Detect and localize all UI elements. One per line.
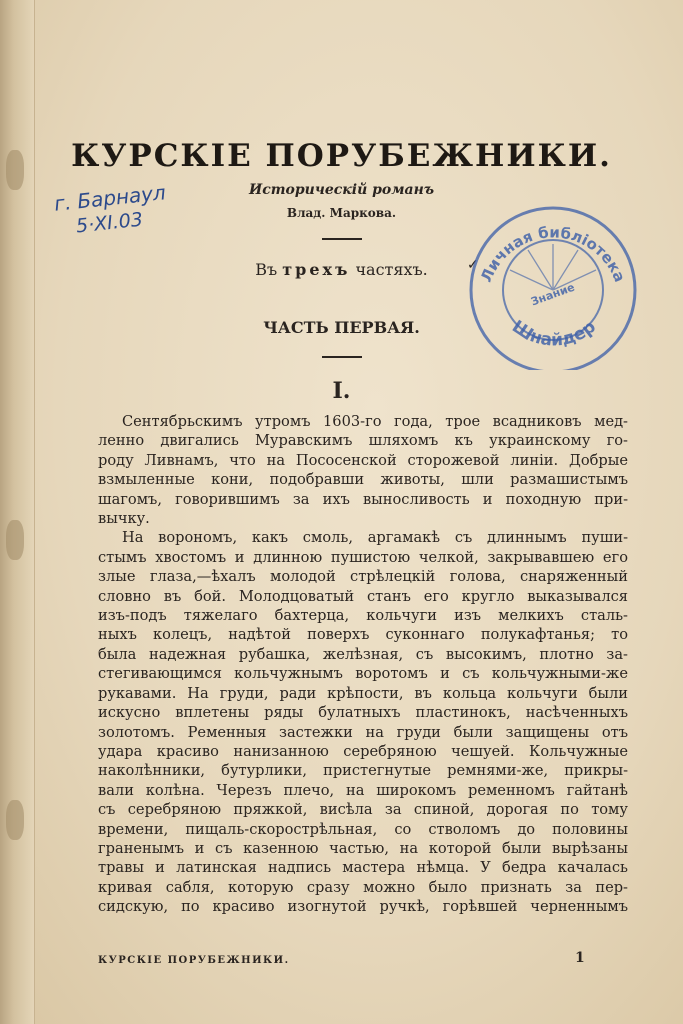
text-line: ныхъ колецъ, надѣтой поверхъ суконнаго полукафтанья; то	[98, 626, 628, 644]
book-subtitle: Историческій романъ	[248, 182, 435, 198]
text-line: стегивающимся кольчужнымъ воротомъ и съ кольчужными-же	[98, 665, 628, 683]
page-number: 1	[575, 950, 585, 966]
book-author: Влад. Маркова.	[286, 206, 397, 220]
text-line: взмыленные кони, подобравши животы, шли размашистымъ	[98, 471, 628, 489]
stamp-top-text: Личная библiотека	[477, 223, 629, 285]
spine-tear	[6, 800, 24, 840]
parts-suffix: частяхъ.	[355, 260, 428, 279]
text-line: стымъ хвостомъ и длинною пушистою челкой, закрывавшею его	[98, 548, 628, 566]
part-heading: ЧАСТЬ ПЕРВАЯ.	[263, 318, 420, 337]
text-line: граненымъ и съ казенною частью, на которой были вырѣзаны	[98, 839, 628, 857]
text-line: наколѣнники, бутурлики, пристегнутые ремнями-же, прикры-	[98, 762, 628, 780]
text-line: золотомъ. Ременныя застежки на груди были защищены отъ	[98, 723, 628, 741]
text-line: ленно двигались Муравскимъ шляхомъ къ украинскому го-	[98, 432, 628, 450]
parts-spaced-word: трехъ	[282, 260, 351, 279]
text-line: злые глаза,—ѣхалъ молодой стрѣлецкій голова, снаряженный	[98, 568, 628, 586]
chapter-number: I.	[332, 378, 351, 404]
text-line: удара красиво нанизанною серебряною чешуей. Кольчужные	[98, 742, 628, 760]
handwritten-place: г. Барнаул	[53, 180, 167, 216]
running-footer: КУРСКІЕ ПОРУБЕЖНИКИ.	[98, 955, 290, 966]
text-line: словно въ бой. Молодцоватый станъ его кругло выказывался	[98, 587, 628, 605]
text-line: кривая сабля, которую сразу можно было признать за пер-	[98, 878, 628, 896]
text-line: сидскую, по красиво изогнутой ручкѣ, горѣвшей черненнымъ	[98, 898, 628, 916]
library-stamp	[458, 200, 648, 370]
text-line: была надежная рубашка, желѣзная, съ высокимъ, плотно за-	[98, 645, 628, 663]
divider-rule	[322, 356, 362, 358]
book-title: КУРСКІЕ ПОРУБЕЖНИКИ.	[71, 138, 612, 174]
text-line: травы и латинская надпись мастера нѣмца. У бедра качалась	[98, 859, 628, 877]
stamp-center-text: Знание	[529, 280, 577, 309]
text-line: Сентябрьскимъ утромъ 1603-го года, трое всадниковъ мед-	[122, 413, 628, 430]
text-line: вычку.	[98, 510, 150, 528]
parts-prefix: Въ	[255, 260, 278, 279]
text-line: вали колѣна. Черезъ плечо, на широкомъ ременномъ гайтанѣ	[98, 781, 628, 799]
text-line: шагомъ, говорившимъ за ихъ выносливость и походную при-	[98, 490, 628, 508]
body-text	[98, 412, 628, 917]
stamp-bottom-text: Шнайдер	[508, 316, 600, 351]
text-line: времени, пищаль-скорострѣльная, со стволомъ до половины	[98, 820, 628, 838]
ink-tick-mark: ✓	[467, 257, 479, 273]
text-line: На ворономъ, какъ смоль, аргамакѣ съ длиннымъ пуши-	[122, 529, 628, 547]
text-line: роду Ливнамъ, что на Пососенской сторожевой линіи. Добрые	[98, 451, 628, 469]
spine-tear	[6, 520, 24, 560]
divider-rule	[322, 238, 362, 240]
text-line: рукавами. На груди, ради крѣпости, въ кольца кольчуги были	[98, 684, 628, 702]
text-line: съ серебряною пряжкой, висѣла за спиной, дорогая по тому	[98, 801, 628, 819]
text-line: искусно вплетены ряды булатныхъ пластинокъ, насѣченныхъ	[98, 704, 628, 722]
handwritten-date: 5·XI.03	[75, 208, 144, 238]
text-line: изъ-подъ тяжелаго бахтерца, кольчуги изъ мелкихъ сталь-	[98, 607, 628, 625]
